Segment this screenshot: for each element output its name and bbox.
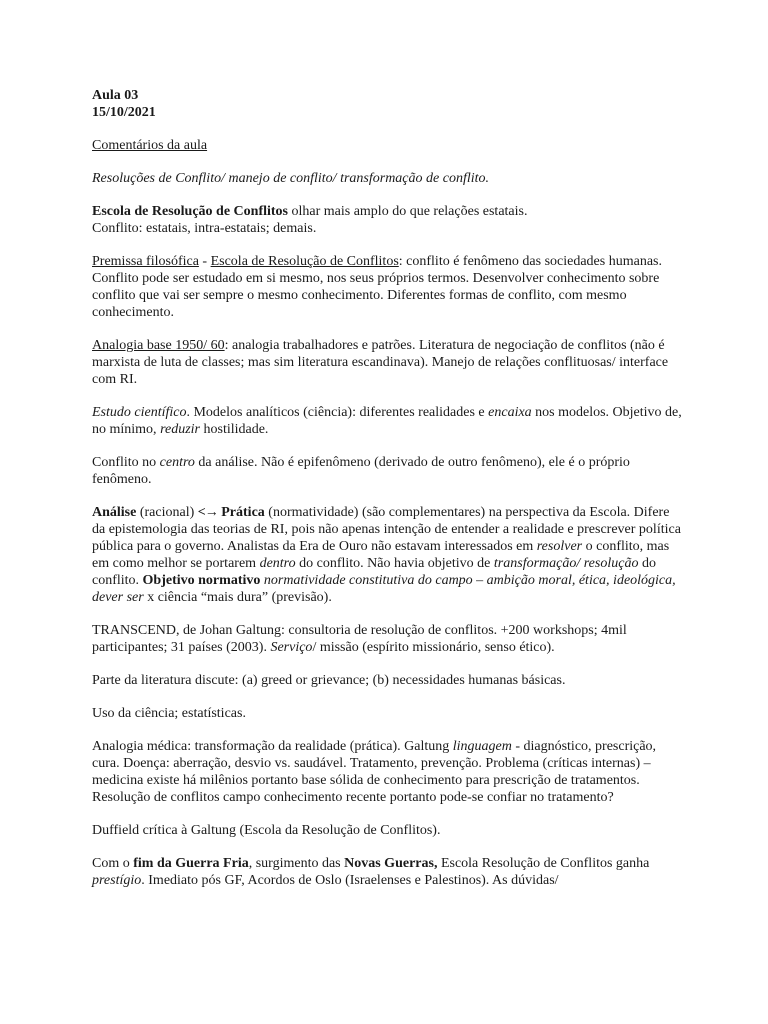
premissa-label: Premissa filosófica (92, 254, 199, 269)
paragraph-estudo (92, 404, 682, 438)
paragraph-transcend (92, 622, 682, 656)
lesson-date: 15/10/2021 (92, 105, 156, 120)
transcend-italic-1: Serviço (270, 640, 313, 655)
paragraph-centro (92, 454, 682, 488)
medica-text-2: - diagnóstico, prescrição, cura. Doença: aberração, desvio vs. saudável. Tratamento, prevenção. Problema (críticas internas) – medicina existe há milênios portanto base sólida de conhecimento para prescrição de tratamentos. Resolução de conflitos campo conhecimento recente portanto pode-se confiar no tratamento? (92, 739, 657, 805)
escola-bold: Escola de Resolução de Conflitos (92, 204, 288, 219)
estudo-italic-3: reduzir (160, 422, 200, 437)
transcend-text-1: TRANSCEND, de Johan Galtung: consultoria de resolução de conflitos. +200 workshops; 4mil participantes; 31 países (2003). (92, 623, 627, 655)
paragraph-analogia-base (92, 337, 682, 388)
gf-text-1: Com o (92, 856, 134, 871)
estudo-italic-2: encaixa (488, 405, 532, 420)
double-arrow-icon: <→ (197, 505, 218, 520)
analise-text-6: x ciência “mais dura” (previsão). (143, 590, 332, 605)
analise-text-5: do conflito. (92, 556, 656, 588)
medica-italic-1: linguagem (452, 739, 512, 754)
paragraph-parte: Parte da literatura discute: (a) greed or grievance; (b) necessidades humanas básicas. (92, 673, 566, 688)
paragraph-guerra-fria (92, 855, 682, 889)
analise-bold-2: Prática (217, 505, 265, 520)
estudo-text-3: hostilidade. (200, 422, 269, 437)
escola-text: olhar mais amplo do que relações estatais. (288, 204, 528, 219)
estudo-text-1: . Modelos analíticos (ciência): diferentes realidades e (186, 405, 489, 420)
paragraph-analise (92, 504, 682, 606)
gf-italic-1: prestígio (92, 873, 142, 888)
centro-italic-1: centro (159, 455, 195, 470)
analise-text-4: do conflito. Não havia objetivo de (295, 556, 494, 571)
gf-text-2: , surgimento das (248, 856, 345, 871)
transcend-text-2: / missão (espírito missionário, senso ético). (312, 640, 555, 655)
gf-text-3: Escola Resolução de Conflitos ganha (437, 856, 650, 871)
gf-bold-1: fim da Guerra Fria (133, 856, 249, 871)
subtitle: Resoluções de Conflito/ manejo de conflito/ transformação de conflito. (92, 171, 490, 186)
analise-italic-1: resolver (536, 539, 583, 554)
premissa-text: : conflito é fenômeno das sociedades humanas. Conflito pode ser estudado em si mesmo, nos seus próprios termos. Desenvolver conhecimento sobre conflito que vai ser sempre o mesmo conhecimento. Diferentes formas de conflito, com mesmo conhecimento. (92, 254, 662, 320)
premissa-school: Escola de Resolução de Conflitos (210, 254, 399, 269)
paragraph-analogia-medica (92, 738, 682, 806)
analise-text-2: (normatividade) (são complementares) na perspectiva da Escola. Difere da epistemologia das teorias de RI, pois não apenas intenção de entender a realidade e prescrever política pública para o governo. Analistas da Era de Ouro não estavam interessados em (92, 505, 681, 554)
analise-italic-4: normatividade constitutiva do campo – ambição moral, ética, ideológica, dever ser (92, 573, 676, 605)
analogia-base-label: Analogia base 1950/ 60 (92, 338, 225, 353)
section-title: Comentários da aula (92, 138, 208, 153)
medica-text-1: Analogia médica: transformação da realidade (prática). Galtung (92, 739, 453, 754)
centro-text-2: da análise. Não é epifenômeno (derivado de outro fenômeno), ele é o próprio fenômeno. (92, 455, 630, 487)
gf-text-4: . Imediato pós GF, Acordos de Oslo (Israelenses e Palestinos). As dúvidas/ (141, 873, 559, 888)
lesson-title: Aula 03 (92, 88, 139, 103)
paragraph-premissa (92, 253, 682, 321)
premissa-sep: - (198, 254, 211, 269)
centro-text-1: Conflito no (92, 455, 160, 470)
analise-bold-1: Análise (92, 505, 137, 520)
document-page (92, 87, 682, 889)
analise-italic-2: dentro (259, 556, 296, 571)
analise-italic-3: transformação/ resolução (493, 556, 639, 571)
analise-text-3: o conflito, mas em como melhor se portarem (92, 539, 670, 571)
escola-line2: Conflito: estatais, intra-estatais; demais. (92, 221, 317, 236)
gf-bold-2: Novas Guerras, (344, 856, 438, 871)
analise-text-1: (racional) (136, 505, 198, 520)
paragraph-escola (92, 203, 682, 237)
paragraph-uso: Uso da ciência; estatísticas. (92, 706, 246, 721)
analise-bold-3: Objetivo normativo (142, 573, 261, 588)
analogia-base-text: : analogia trabalhadores e patrões. Literatura de negociação de conflitos (não é marxista de luta de classes; mas sim literatura escandinava). Manejo de relações conflituosas/ interface com RI. (92, 338, 669, 387)
estudo-text-2: nos modelos. Objetivo de, no mínimo, (92, 405, 682, 437)
paragraph-duffield: Duffield crítica à Galtung (Escola da Resolução de Conflitos). (92, 823, 441, 838)
estudo-italic-1: Estudo científico (92, 405, 187, 420)
